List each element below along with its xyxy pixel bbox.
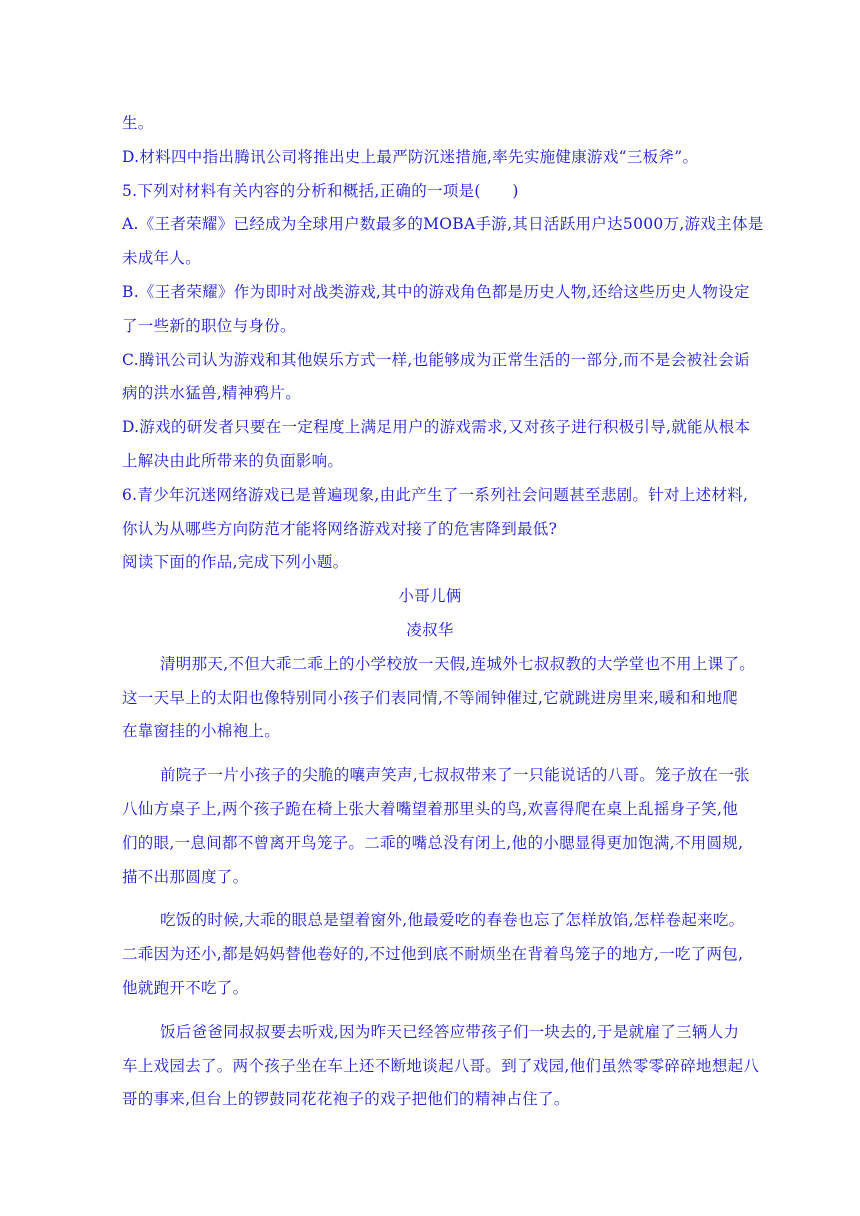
- option-d2-line-cont: 上解决由此所带来的负面影响。: [122, 451, 344, 470]
- paragraph-gap: [122, 749, 738, 759]
- paragraph-3-line: 吃饭的时候,大乖的眼总是望着窗外,他最爱吃的春卷也忘了怎样放馅,怎样卷起来吃。: [160, 911, 745, 930]
- option-b-line: B.《王者荣耀》作为即时对战类游戏,其中的游戏角色都是历史人物,还给这些历史人物设定: [122, 282, 750, 301]
- reading-instruction: 阅读下面的作品,完成下列小题。: [122, 553, 349, 572]
- paragraph-gap: [122, 894, 738, 904]
- question-6-line: 6.青少年沉迷网络游戏已是普遍现象,由此产生了一系列社会问题甚至悲剧。针对上述材料,: [122, 485, 749, 504]
- story-author: 凌叔华: [406, 620, 454, 639]
- text-line: 生。: [122, 114, 154, 132]
- paragraph-2-line: 描不出那圆度了。: [122, 867, 249, 886]
- paragraph-4-line: 饭后爸爸同叔叔要去听戏,因为昨天已经答应带孩子们一块去的,于是就雇了三辆人力: [160, 1022, 740, 1041]
- story-title: 小哥儿俩: [398, 587, 462, 606]
- option-a-line: A.《王者荣耀》已经成为全球用户数最多的MOBA手游,其日活跃用户达5000万,游戏主体是: [122, 215, 764, 234]
- paragraph-1-line: 这一天早上的太阳也像特别同小孩子们表同情,不等闹钟催过,它就跳进房里来,暖和和地爬: [122, 688, 739, 707]
- document-body: [122, 107, 764, 1117]
- paragraph-3-line: 二乖因为还小,都是妈妈替他卷好的,不过他到底不耐烦坐在背着鸟笼子的地方,一吃了两包,: [122, 945, 744, 964]
- option-c-line-cont: 病的洪水猛兽,精神鸦片。: [122, 384, 302, 403]
- question-6-line-cont: 你认为从哪些方向防范才能将网络游戏对接了的危害降到最低?: [122, 519, 558, 538]
- option-a-line-cont: 未成年人。: [122, 249, 202, 268]
- paragraph-gap: [122, 1006, 738, 1016]
- option-d2-line: D.游戏的研发者只要在一定程度上满足用户的游戏需求,又对孩子进行积极引导,就能从根本: [122, 418, 751, 437]
- paragraph-4-line: 哥的事来,但台上的锣鼓同花花袍子的戏子把他们的精神占住了。: [122, 1090, 570, 1109]
- paragraph-3-line: 他就跑开不吃了。: [122, 978, 249, 997]
- option-d-line: D.材料四中指出腾讯公司将推出史上最严防沉迷措施,率先实施健康游戏“三板斧”。: [122, 147, 699, 166]
- paragraph-4-line: 车上戏园去了。两个孩子坐在车上还不断地谈起八哥。到了戏园,他们虽然零零碎碎地想起八: [122, 1056, 760, 1075]
- question-5-line: 5.下列对材料有关内容的分析和概括,正确的一项是( ): [122, 181, 519, 200]
- paragraph-2-line: 前院子一片小孩子的尖脆的嚷声笑声,七叔叔带来了一只能说话的八哥。笼子放在一张: [160, 766, 750, 785]
- paragraph-1-line: 在靠窗挂的小棉袍上。: [122, 722, 281, 741]
- option-b-line-cont: 了一些新的职位与身份。: [122, 316, 296, 335]
- paragraph-1-line: 清明那天,不但大乖二乖上的小学校放一天假,连城外七叔叔教的大学堂也不用上课了。: [160, 654, 756, 673]
- paragraph-2-line: 八仙方桌子上,两个孩子跪在椅上张大着嘴望着那里头的鸟,欢喜得爬在桌上乱摇身子笑,他: [122, 799, 739, 818]
- option-c-line: C.腾讯公司认为游戏和其他娱乐方式一样,也能够成为正常生活的一部分,而不是会被社会诟: [122, 350, 750, 369]
- paragraph-2-line: 们的眼,一息间都不曾离开鸟笼子。二乖的嘴总没有闭上,他的小腮显得更加饱满,不用圆规,: [122, 833, 744, 852]
